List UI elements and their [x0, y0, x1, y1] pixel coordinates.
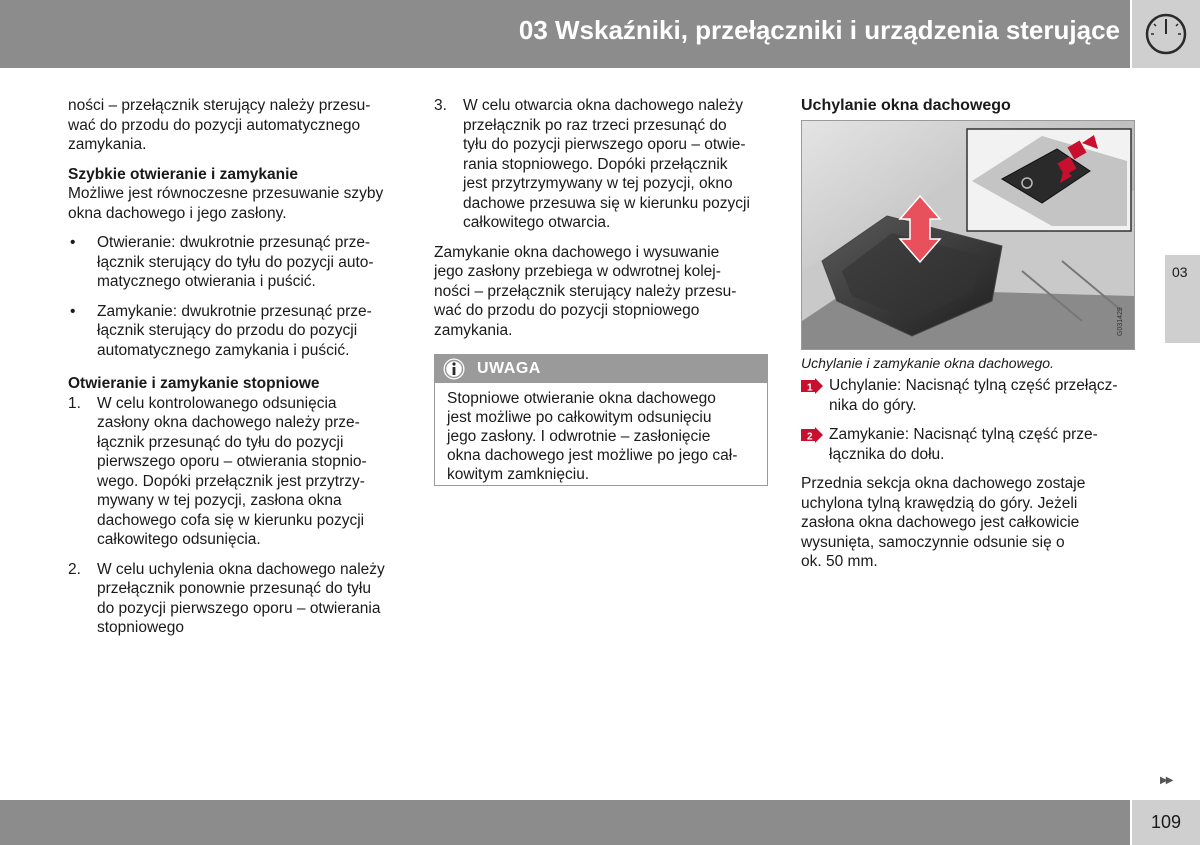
tilt-description: Przednia sekcja okna dachowego zostaje uchylona tylną krawędzią do góry. Jeżeli zasłona okna dachowego jest całkowicie wysunięta, samoczynnie odsunie się o ok. 50 mm. — [801, 475, 1086, 570]
callout-1: 1 Uchylanie: Nacisnąć tylną część przełącz- nika do góry. — [801, 376, 1141, 415]
column-left — [68, 96, 408, 648]
double-chevron-right-icon[interactable]: ▶▶ — [1160, 775, 1172, 786]
note-title: UWAGA — [477, 360, 541, 377]
intro-paragraph: ności – przełącznik sterujący należy przesu- wać do przodu do pozycji automatycznego zamykania. — [68, 97, 371, 153]
chapter-title: 03 Wskaźniki, przełączniki i urządzenia sterujące — [518, 15, 1120, 45]
note-box — [434, 354, 768, 486]
sunroof-illustration — [801, 120, 1135, 350]
step-3: 3. W celu otwarcia okna dachowego należy przełącznik po raz trzeci przesunąć do tyłu do pozycji pierwszego oporu – otwie- rania stopniowego. Dopóki przełącznik jest przytrzymywany w tej pozycji, okno dachowe przesuwa się w kierunku pozycji całkowitego otwarcia. — [434, 97, 750, 231]
callout-1-arrow-icon — [801, 378, 823, 394]
chapter-tab-label: 03 — [1172, 264, 1188, 280]
column-right-heading — [801, 96, 1141, 116]
note-text: Stopniowe otwieranie okna dachowego jest możliwe po całkowitym odsunięciu jego zasłony. I odwrotnie – zasłonięcie okna dachowego jest możliwe po jego cał- kowitym zamknięciu. — [447, 390, 738, 483]
bullet-item-open: • Otwieranie: dwukrotnie przesunąć prze- łącznik sterujący do tyłu do pozycji auto- matycznego otwierania i puścić. — [70, 234, 374, 290]
chapter-tab[interactable] — [1165, 255, 1200, 343]
figure-code: G031429 — [1117, 307, 1124, 336]
step-1: 1. W celu kontrolowanego odsunięcia zasłony okna dachowego należy prze- łącznik przesunąć do tyłu do pozycji pierwszego oporu – otwierania stopnio- wego. Dopóki przełącznik jest przytrzy- mywany w tej pozycji, zasłona okna dachowego cofa się w kierunku pozycji całkowitego odsunięcia. — [68, 394, 367, 548]
figure-caption: Uchylanie i zamykanie okna dachowego. — [801, 355, 1054, 371]
bullet-item-close: • Zamykanie: dwukrotnie przesunąć prze- łącznik sterujący do przodu do pozycji automatycznego zamykania i puścić. — [70, 302, 372, 359]
info-icon — [443, 358, 465, 380]
page-footer — [0, 800, 1130, 845]
step-2: 2. W celu uchylenia okna dachowego należy przełącznik ponownie przesunąć do tyłu do pozycji pierwszego oporu – otwierania stopniowego — [68, 560, 385, 636]
sunroof-tilt-heading: Uchylanie okna dachowego — [801, 97, 1011, 114]
svg-text:2: 2 — [807, 431, 813, 443]
quick-paragraph: Możliwe jest równoczesne przesuwanie szyby okna dachowego i jego zasłony. — [68, 185, 384, 222]
note-header — [435, 355, 767, 383]
page-number: 109 — [1132, 800, 1200, 845]
page-header — [0, 0, 1130, 68]
callout-2-arrow-icon — [801, 427, 823, 443]
column-right — [801, 376, 1141, 582]
gauge-icon — [1132, 0, 1200, 68]
gradual-heading: Otwieranie i zamykanie stopniowe — [68, 375, 320, 392]
callout-2: 2 Zamykanie: Nacisnąć tylną część prze- łącznika do dołu. — [801, 425, 1141, 464]
quick-heading: Szybkie otwieranie i zamykanie — [68, 165, 299, 183]
closing-paragraph: Zamykanie okna dachowego i wysuwanie jego zasłony przebiega w odwrotnej kolej- ności – przełącznik sterujący należy przesu- wać do przodu do pozycji stopniowego zamykania. — [434, 243, 737, 339]
svg-text:1: 1 — [807, 382, 813, 394]
column-middle — [434, 96, 774, 350]
